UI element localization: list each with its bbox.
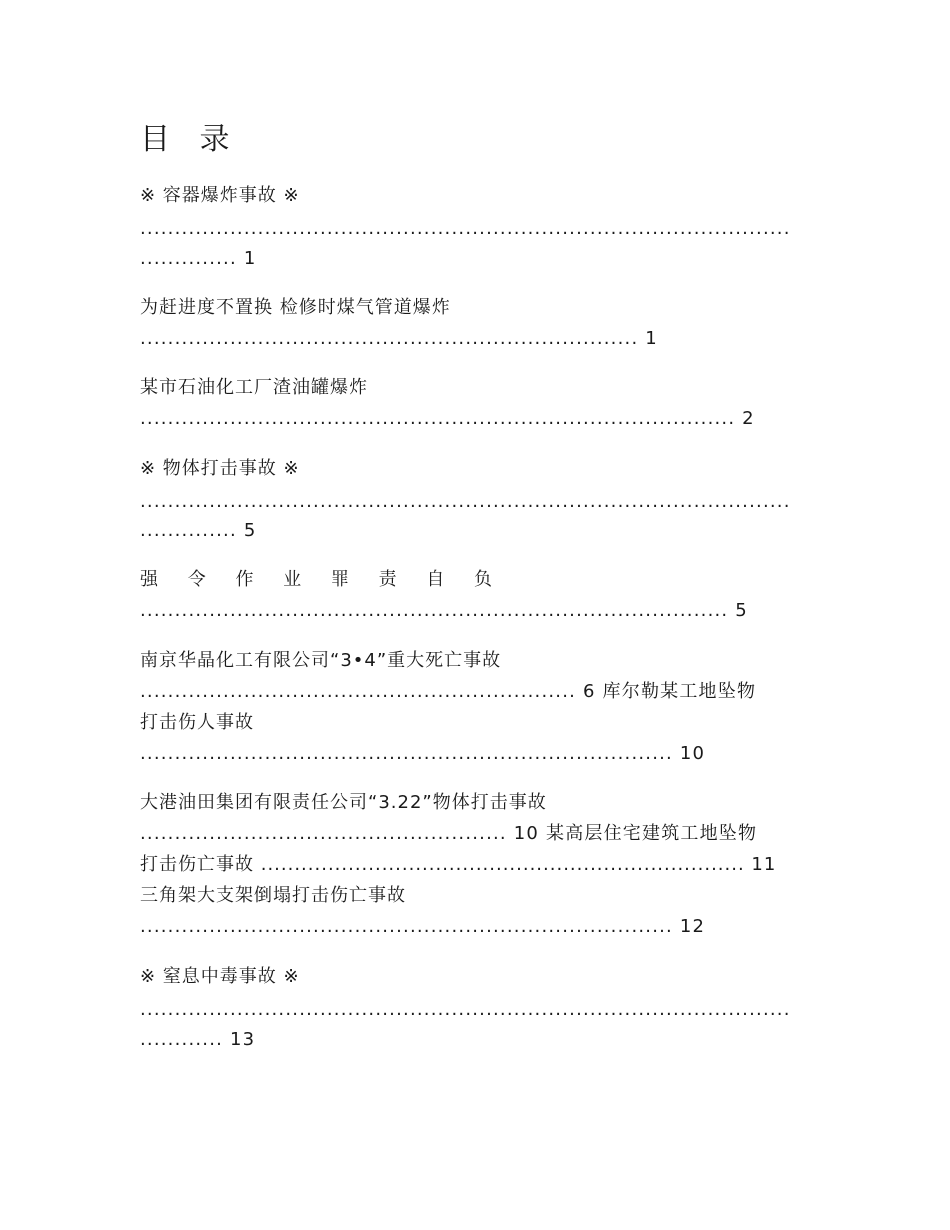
toc-page-ref: ............................................................................. 12: [140, 916, 706, 937]
toc-section-heading: ※ 窒息中毒事故 ※: [140, 966, 300, 987]
toc-page-ref: ..................................................... 10 某高层住宅建筑工地坠物: [140, 823, 758, 844]
toc-page-ref: ............................................................................. 10: [140, 743, 706, 764]
toc-page-ref: ............................................................... 6 库尔勒某工地坠物: [140, 681, 757, 702]
toc-entry: 南京华晶化工有限公司“3•4”重大死亡事故: [140, 650, 502, 671]
toc-page-ref: ............ 13: [140, 1029, 256, 1050]
toc-title: 目 录: [140, 122, 240, 157]
toc-page-ref: ........................................................................ 1: [140, 328, 658, 349]
toc-page-ref: ...................................................................................... 2: [140, 408, 755, 429]
toc-entry: 强 令 作 业 罪 责 自 负: [140, 569, 505, 590]
toc-page-ref: .............. 5: [140, 520, 257, 541]
toc-entry: 为赶进度不置换 检修时煤气管道爆炸: [140, 297, 451, 318]
toc-leader: ..............................................................................................: [140, 218, 791, 239]
toc-section-heading: ※ 容器爆炸事故 ※: [140, 185, 300, 206]
toc-entry: 打击伤人事故: [140, 712, 254, 733]
toc-leader: ..............................................................................................: [140, 491, 791, 512]
toc-entry: 打击伤亡事故 ........................................................................ 11: [140, 854, 777, 875]
toc-leader: ..............................................................................................: [140, 999, 791, 1020]
toc-entry: 某市石油化工厂渣油罐爆炸: [140, 377, 368, 398]
toc-page-ref: ..................................................................................... 5: [140, 600, 748, 621]
toc-entry: 三角架大支架倒塌打击伤亡事故: [140, 885, 406, 906]
toc-section-heading: ※ 物体打击事故 ※: [140, 458, 300, 479]
toc-page-ref: .............. 1: [140, 248, 257, 269]
toc-entry: 大港油田集团有限责任公司“3.22”物体打击事故: [140, 792, 547, 813]
